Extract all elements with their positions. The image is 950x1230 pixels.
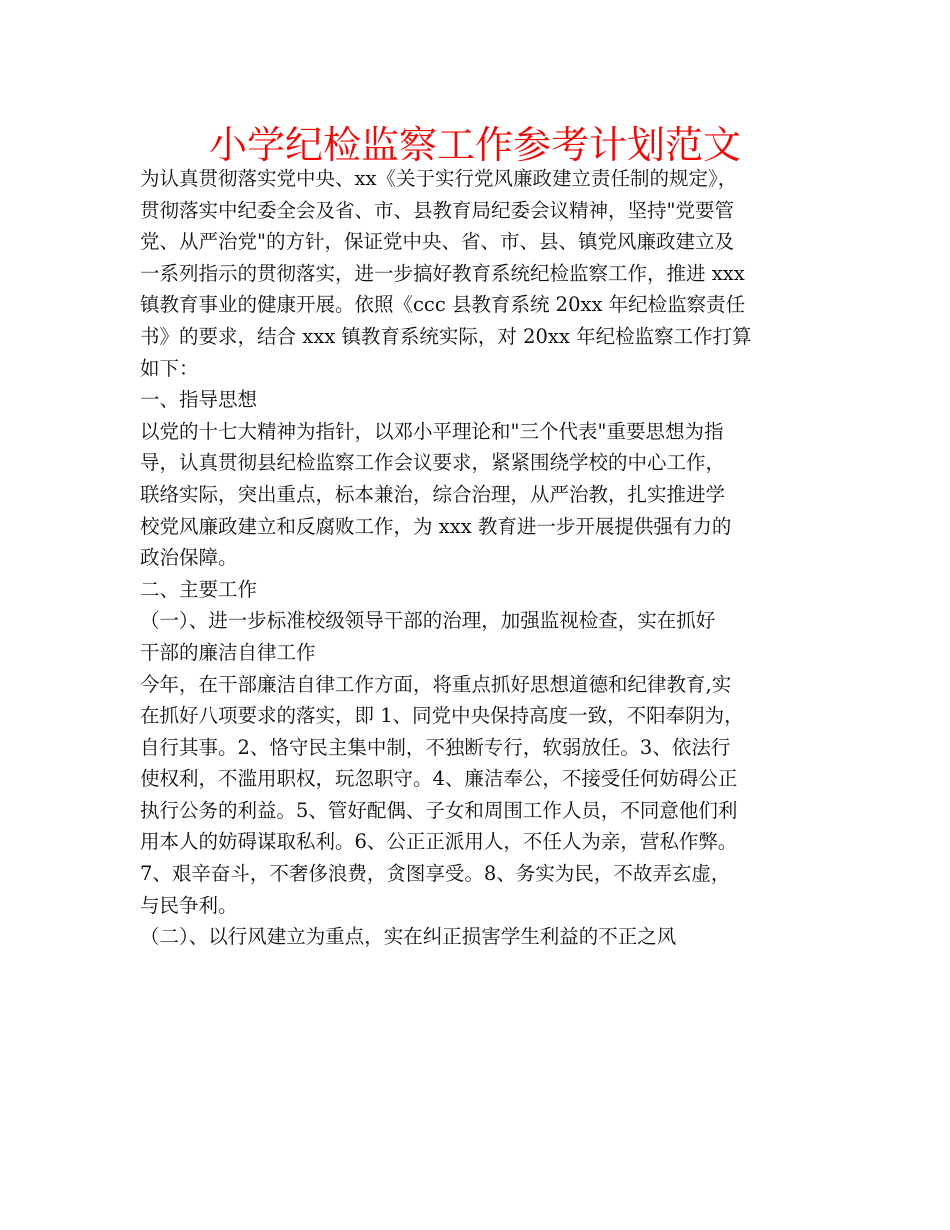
body-line: 政治保障。 bbox=[140, 546, 238, 570]
body-line: 在抓好八项要求的落实，即 1、同党中央保持高度一致，不阳奉阴为， bbox=[140, 704, 744, 728]
body-line: 如下： bbox=[140, 356, 199, 380]
body-line: 与民争利。 bbox=[140, 893, 238, 917]
body-line: 导，认真贯彻县纪检监察工作会议要求，紧紧围绕学校的中心工作， bbox=[140, 451, 726, 475]
body-line: 为认真贯彻落实党中央、xx《关于实行党风廉政建立责任制的规定》， bbox=[140, 167, 738, 190]
document-title: 小学纪检监察工作参考计划范文 bbox=[208, 123, 741, 167]
body-line: 贯彻落实中纪委全会及省、市、县教育局纪委会议精神，坚持"党要管 bbox=[140, 198, 734, 222]
body-line: 7、艰辛奋斗，不奢侈浪费，贪图享受。8、务实为民，不故弄玄虚， bbox=[140, 862, 731, 886]
section-heading: 一、指导思想 bbox=[140, 388, 258, 412]
body-line: 书》的要求，结合 xxx 镇教育系统实际，对 20xx 年纪检监察工作打算 bbox=[140, 324, 752, 348]
body-line: 用本人的妨碍谋取私利。6、公正正派用人，不任人为亲，营私作弊。 bbox=[140, 830, 738, 854]
body-line: 校党风廉政建立和反腐败工作，为 xxx 教育进一步开展提供强有力的 bbox=[140, 514, 732, 538]
body-line: 执行公务的利益。5、管好配偶、子女和周围工作人员，不同意他们利 bbox=[140, 798, 738, 822]
body-line: 自行其事。2、恪守民主集中制，不独断专行，软弱放任。3、依法行 bbox=[140, 735, 731, 759]
document-body bbox=[140, 163, 840, 953]
body-line: 以党的十七大精神为指针，以邓小平理论和"三个代表"重要思想为指 bbox=[140, 419, 724, 443]
body-line: 今年，在干部廉洁自律工作方面，将重点抓好思想道德和纪律教育,实 bbox=[140, 672, 732, 696]
subsection-heading: （二）、以行风建立为重点，实在纠正损害学生利益的不正之风 bbox=[140, 925, 677, 949]
body-line: 使权利，不滥用职权，玩忽职守。4、廉洁奉公，不接受任何妨碍公正 bbox=[140, 767, 738, 791]
subsection-heading: 干部的廉洁自律工作 bbox=[140, 640, 316, 664]
subsection-heading: （一）、进一步标准校级领导干部的治理，加强监视检查，实在抓好 bbox=[140, 609, 716, 633]
body-line: 联络实际，突出重点，标本兼治，综合治理，从严治教，扎实推进学 bbox=[140, 482, 726, 506]
body-line: 一系列指示的贯彻落实，进一步搞好教育系统纪检监察工作，推进 xxx bbox=[140, 261, 745, 285]
section-heading: 二、主要工作 bbox=[140, 577, 258, 601]
body-line: 镇教育事业的健康开展。依照《ccc 县教育系统 20xx 年纪检监察责任 bbox=[140, 293, 746, 317]
body-line: 党、从严治党"的方针，保证党中央、省、市、县、镇党风廉政建立及 bbox=[140, 230, 734, 254]
